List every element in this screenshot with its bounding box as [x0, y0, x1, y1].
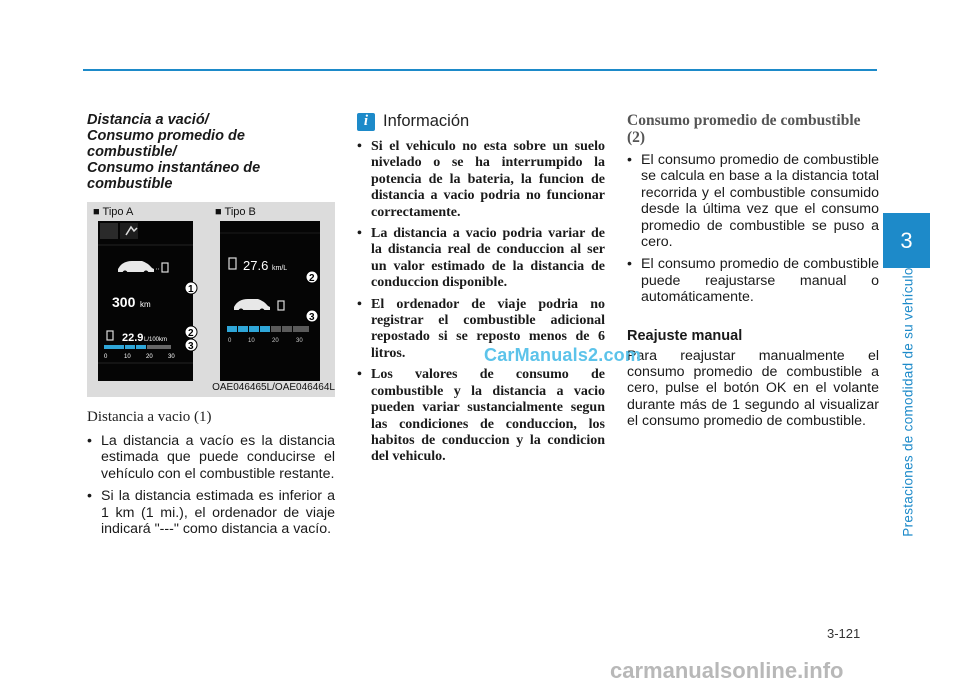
figure-label-type-a: ■ Tipo A — [93, 206, 134, 218]
column-right — [627, 112, 879, 430]
figure-code: OAE046465L/OAE046464L — [212, 382, 335, 393]
list-item: • Si la distancia estimada es inferior a 1 km (1 mi.), el ordenador de viaje indicará "---" como distancia a vacío. — [87, 488, 335, 537]
info-bullets — [357, 139, 605, 466]
consumption-unit-b: km/L — [272, 265, 288, 272]
consumption-value-b: 27.6 — [243, 258, 269, 273]
list-item: • Los valores de consumo de combustible y la distancia a vacio pueden variar sustancialmente segun las condiciones de conduccion, los habitos de conduccion y la condicion del vehiculo. — [357, 367, 605, 465]
range-value: 300 — [112, 294, 136, 310]
figure-label-type-b: ■ Tipo B — [215, 206, 256, 218]
info-title: Información — [383, 112, 470, 130]
scale-tick: 10 — [124, 354, 131, 360]
page-number: 3-121 — [827, 626, 861, 641]
list-item: • El consumo promedio de combustible se calcula en base a la distancia total recorrida y el combustible consumido desde la última vez que el consumo promedio de combustible se puso a cero. — [627, 152, 879, 250]
heading-line: Consumo instantáneo de — [87, 160, 261, 176]
svg-text:3: 3 — [309, 312, 315, 323]
average-consumption-heading: Consumo promedio de combustible (2) — [627, 112, 861, 146]
scale-tick: 30 — [168, 354, 175, 360]
scale-tick-b: 30 — [296, 338, 303, 344]
list-item: • El ordenador de viaje podria no registrar el combustible adicional repostado si se reposto menos de 6 litros. — [357, 297, 605, 363]
info-header — [357, 112, 605, 131]
manual-reset-heading: Reajuste manual — [627, 327, 743, 344]
list-item: • La distancia a vacío es la distancia estimada que puede conducirse el vehículo con el combustible restante. — [87, 433, 335, 482]
manual-reset-text: Para reajustar manualmente el consumo promedio de combustible a cero, pulse el botón OK en el volante durante más de 1 segundo al visualizar el consumo promedio de combustible. — [627, 347, 879, 430]
column-middle — [357, 112, 605, 471]
range-bullets — [87, 433, 335, 537]
consumption-unit-a: L/100km — [144, 337, 168, 343]
scale-tick-b: 10 — [248, 338, 255, 344]
average-consumption-bullets — [627, 152, 879, 306]
callout-2-b — [306, 271, 318, 284]
chapter-number: 3 — [900, 227, 913, 253]
svg-text:2: 2 — [188, 328, 194, 339]
callout-1 — [185, 282, 197, 295]
svg-text:2: 2 — [309, 273, 315, 284]
svg-text:1: 1 — [188, 284, 194, 295]
consumption-value-a: 22.9 — [122, 332, 144, 344]
heading-line: Distancia a vació/ — [87, 112, 209, 128]
scale-tick: 0 — [104, 354, 108, 360]
heading-line: combustible/ — [87, 144, 177, 160]
callout-3-a — [185, 339, 197, 352]
list-item: • El consumo promedio de combustible puede reajustarse manual o automáticamente. — [627, 256, 879, 305]
chapter-title-text: Prestaciones de comodidad de su vehículo — [900, 267, 916, 537]
watermark-center[interactable]: CarManuals2.com — [484, 345, 642, 365]
range-unit: km — [140, 300, 151, 309]
chapter-tab[interactable] — [883, 213, 930, 268]
cluster-figure — [87, 202, 335, 397]
range-subheading: Distancia a vacio (1) — [87, 409, 212, 425]
svg-text:3: 3 — [188, 341, 194, 352]
column-left — [87, 112, 335, 543]
scale-tick-b: 0 — [228, 338, 232, 344]
callout-layer — [87, 202, 335, 397]
callout-3-b — [306, 310, 318, 323]
info-icon: i — [357, 113, 375, 131]
chapter-side-title — [896, 262, 920, 542]
scale-tick-b: 20 — [272, 338, 279, 344]
section-heading — [87, 112, 335, 192]
header-rule — [83, 69, 877, 71]
watermark-footer[interactable]: carmanualsonline.info — [610, 658, 844, 683]
callout-2-a — [185, 326, 197, 339]
heading-line: combustible — [87, 176, 173, 192]
list-item: • La distancia a vacio podria variar de la distancia real de conduccion al ser un valor estimado de la distancia de conduccion disponible. — [357, 226, 605, 292]
heading-line: Consumo promedio de — [87, 128, 245, 144]
list-item: • Si el vehiculo no esta sobre un suelo nivelado o se ha interrumpido la potencia de la bateria, la funcion de distancia a vacio podria no funcionar correctamente. — [357, 139, 605, 221]
scale-tick: 20 — [146, 354, 153, 360]
